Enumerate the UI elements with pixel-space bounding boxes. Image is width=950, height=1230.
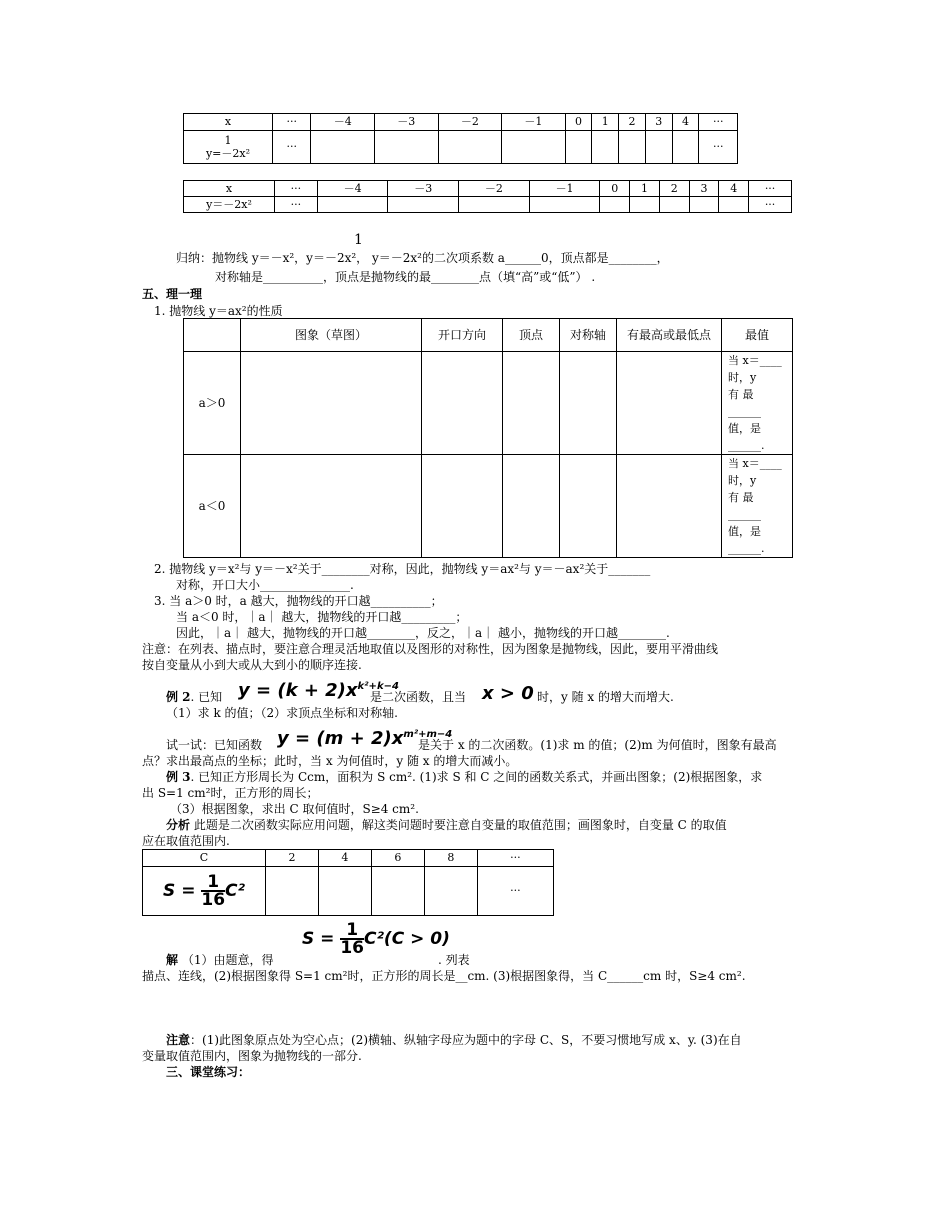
table-cell: 0: [565, 114, 592, 131]
table-cell: －1: [529, 181, 600, 197]
table-cell: 8: [424, 850, 477, 867]
table-cell: 顶点: [503, 319, 560, 352]
table-cell: [422, 455, 503, 558]
formula-rhs: C²(C > 0): [364, 929, 450, 949]
table-cell: [371, 867, 424, 916]
fraction-numerator: 1: [201, 874, 225, 892]
table-cell: ···: [699, 114, 738, 131]
table-cell: [565, 131, 592, 164]
table-cell: 6: [371, 850, 424, 867]
example-text: . 已知正方形周长为 Ccm，面积为 S cm². (1)求 S 和 C 之间的函数关系式，并画出图象；(2)根据图象，求: [190, 770, 763, 784]
max-text: 当 x＝____时，y: [728, 457, 782, 487]
table-row: [184, 352, 793, 455]
property-table: [183, 318, 793, 558]
fraction-numerator: 1: [340, 922, 364, 940]
table-cell: [645, 131, 672, 164]
table-row: [143, 867, 554, 916]
max-text: 当 x＝____时，y: [728, 354, 782, 384]
fraction-denominator: 16: [340, 938, 364, 958]
max-value-cell: [722, 455, 793, 558]
table-cell: [619, 131, 646, 164]
summary-line-2: 对称轴是__________，顶点是抛物线的最________点（填“高”或“低”） .: [215, 270, 596, 284]
table-cell: 4: [318, 850, 371, 867]
value-table-3: [142, 849, 554, 916]
table-cell: 最值: [722, 319, 793, 352]
example-3-line-1: [166, 769, 762, 785]
table-cell: ···: [477, 867, 553, 916]
table-cell: [424, 867, 477, 916]
table-row: [184, 131, 738, 164]
solution-formula: [302, 922, 450, 956]
table-cell: 2: [659, 181, 689, 197]
note-label: 注意: [166, 1033, 191, 1047]
table-cell: 对称轴: [560, 319, 617, 352]
analysis-line-2: 应在取值范围内.: [142, 834, 230, 848]
table-row: [184, 197, 792, 213]
try-line-1: 试一试：已知函数: [166, 738, 263, 752]
table-cell: ···: [477, 850, 553, 867]
example-2-condition-text: 是二次函数，且当: [370, 690, 467, 704]
table-cell: 3: [645, 114, 672, 131]
table-row: [184, 455, 793, 558]
table-cell: [630, 197, 660, 213]
table-cell: 3: [689, 181, 719, 197]
solution-label: 解: [166, 953, 179, 967]
table-cell: 0: [600, 181, 630, 197]
table-cell: [617, 455, 722, 558]
table-cell: [438, 131, 502, 164]
item-1-title: 1. 抛物线 y＝ax²的性质: [154, 304, 283, 318]
analysis-text: 此题是二次函数实际应用问题，解这类问题时要注意自变量的取值范围；画图象时，自变量 C 的取值: [190, 818, 727, 832]
table-cell: [375, 131, 439, 164]
formula-exponent: m²+m−4: [403, 729, 453, 740]
table-formula: [163, 872, 245, 910]
max-text: 有 最 ______: [728, 388, 761, 418]
table-header-row: [184, 319, 793, 352]
note-text: ：(1)此图象原点处为空心点；(2)横轴、纵轴字母应为题中的字母 C、S，不要习惯地写成 x、y. (3)在自: [190, 1033, 742, 1047]
item-3-line-1: 3. 当 a＞0 时，a 越大，抛物线的开口越__________；: [154, 594, 443, 608]
fraction-denominator: 16: [201, 890, 226, 910]
table-header-row: [143, 850, 554, 867]
section-title: 五、理一理: [142, 287, 203, 301]
note-2-line-2: 变量取值范围内，图象为抛物线的一部分.: [142, 1049, 362, 1063]
formula-cell: [143, 867, 266, 916]
table-cell: 开口方向: [422, 319, 503, 352]
table-cell: －4: [317, 181, 388, 197]
table-cell: ···: [273, 131, 311, 164]
formula-fraction: [201, 874, 225, 908]
row-label-formula: y=－2x²: [205, 147, 251, 160]
example-3-line-2: 出 S=1 cm²时，正方形的周长；: [142, 786, 319, 800]
formula-fraction: [340, 922, 364, 956]
table-cell: [659, 197, 689, 213]
table-cell: [617, 352, 722, 455]
solution-line-2: 描点、连线，(2)根据图象得 S=1 cm²时，正方形的周长是__cm. (3)根据图象得，当 C______cm 时，S≥4 cm².: [142, 969, 746, 983]
solution-text: （1）由题意，得: [181, 953, 274, 967]
max-value-cell: [722, 352, 793, 455]
item-2-line-1: 2. 抛物线 y＝x²与 y＝－x²关于________对称，因此，抛物线 y＝ax²与 y＝－ax²关于_______: [154, 562, 651, 576]
item-2-line-2: 对称，开口大小_______________.: [176, 578, 354, 592]
note-2-line-1: [166, 1032, 742, 1048]
table-cell: [592, 131, 619, 164]
value-table-1: [183, 113, 738, 164]
table-cell: －3: [388, 181, 459, 197]
formula-exponent: k²+k−4: [357, 681, 399, 692]
try-line-1-tail: 是关于 x 的二次函数。(1)求 m 的值；(2)m 为何值时，图象有最高: [418, 738, 777, 752]
example-2-questions: （1）求 k 的值；（2）求顶点坐标和对称轴.: [166, 706, 398, 720]
table-cell: [560, 455, 617, 558]
example-3-line-3: （3）根据图象，求出 C 取何值时，S≥4 cm².: [170, 802, 419, 816]
table-cell: [672, 131, 699, 164]
table-header-row: [184, 181, 792, 197]
formula-lhs: S =: [302, 929, 335, 949]
table-cell: [241, 352, 422, 455]
table-cell: C: [143, 850, 266, 867]
row-label-cell: a＜0: [184, 455, 241, 558]
analysis-label: 分析: [166, 818, 191, 832]
item-3-line-3: 因此，｜a｜ 越大，抛物线的开口越________，反之，｜a｜ 越小，抛物线的开口越________.: [176, 626, 670, 640]
table-cell: 1: [592, 114, 619, 131]
table-cell: [422, 352, 503, 455]
table-cell: x: [184, 181, 275, 197]
max-text: 有 最 ______: [728, 491, 761, 521]
table-header-row: [184, 114, 738, 131]
table-cell: －1: [502, 114, 566, 131]
formula-lhs: S =: [163, 881, 196, 901]
table-cell: 2: [619, 114, 646, 131]
formula-rhs: C²: [225, 881, 245, 901]
example-label: 例 3: [166, 770, 191, 784]
table-cell: ···: [749, 181, 792, 197]
table-cell: [317, 197, 388, 213]
table-cell: －3: [375, 114, 439, 131]
row-label-cell: [184, 131, 273, 164]
max-text: 值，是______.: [728, 422, 765, 452]
example-2-line: [166, 689, 222, 705]
table-cell: 4: [719, 181, 749, 197]
floating-numeral: 1: [354, 232, 363, 248]
example-2-condition: x > 0: [482, 683, 534, 704]
row-label-cell: y＝－2x²: [184, 197, 275, 213]
table-cell: ···: [275, 197, 318, 213]
note-line-2: 按自变量从小到大或从大到小的顺序连接.: [142, 658, 362, 672]
solution-line-1: [166, 952, 273, 968]
table-cell: [560, 352, 617, 455]
table-cell: [503, 455, 560, 558]
max-text: 值，是______.: [728, 525, 765, 555]
table-cell: [241, 455, 422, 558]
section-title: 三、课堂练习：: [166, 1065, 251, 1079]
table-cell: ···: [275, 181, 318, 197]
table-cell: －4: [311, 114, 375, 131]
table-cell: [719, 197, 749, 213]
table-cell: [184, 319, 241, 352]
table-cell: ···: [273, 114, 311, 131]
table-cell: 2: [266, 850, 319, 867]
table-cell: 4: [672, 114, 699, 131]
table-cell: ···: [749, 197, 792, 213]
table-cell: [311, 131, 375, 164]
summary-line-1: 归纳：抛物线 y＝－x²，y＝－2x²， y＝－2x²的二次项系数 a______0，顶点都是________，: [176, 251, 669, 265]
table-cell: [459, 197, 530, 213]
table-cell: [318, 867, 371, 916]
example-text: . 已知: [190, 690, 223, 704]
table-cell: 有最高或最低点: [617, 319, 722, 352]
example-2-tail: 时，y 随 x 的增大而增大.: [537, 690, 674, 704]
row-label-top: 1: [224, 134, 232, 147]
table-cell: x: [184, 114, 273, 131]
table-cell: ···: [699, 131, 738, 164]
table-cell: [689, 197, 719, 213]
table-cell: [388, 197, 459, 213]
formula-base: y = (k + 2)x: [238, 680, 358, 701]
table-cell: [529, 197, 600, 213]
table-cell: 1: [630, 181, 660, 197]
value-table-2: [183, 180, 792, 213]
row-label-cell: a＞0: [184, 352, 241, 455]
note-line-1: 注意：在列表、描点时，要注意合理灵活地取值以及图形的对称性，因为图象是抛物线，因此，要用平滑曲线: [142, 642, 719, 656]
table-cell: 图象（草图）: [241, 319, 422, 352]
solution-line-1-tail: . 列表: [438, 953, 470, 967]
table-cell: [600, 197, 630, 213]
item-3-line-2: 当 a＜0 时，｜a｜ 越大，抛物线的开口越_________；: [176, 610, 468, 624]
table-cell: －2: [459, 181, 530, 197]
try-line-2: 点？求出最高点的坐标；此时，当 x 为何值时，y 随 x 的增大而减小。: [142, 754, 518, 768]
table-cell: [502, 131, 566, 164]
formula-base: y = (m + 2)x: [277, 728, 404, 749]
table-cell: [503, 352, 560, 455]
table-cell: －2: [438, 114, 502, 131]
analysis-line-1: [166, 817, 727, 833]
example-label: 例 2: [166, 690, 191, 704]
table-cell: [266, 867, 319, 916]
